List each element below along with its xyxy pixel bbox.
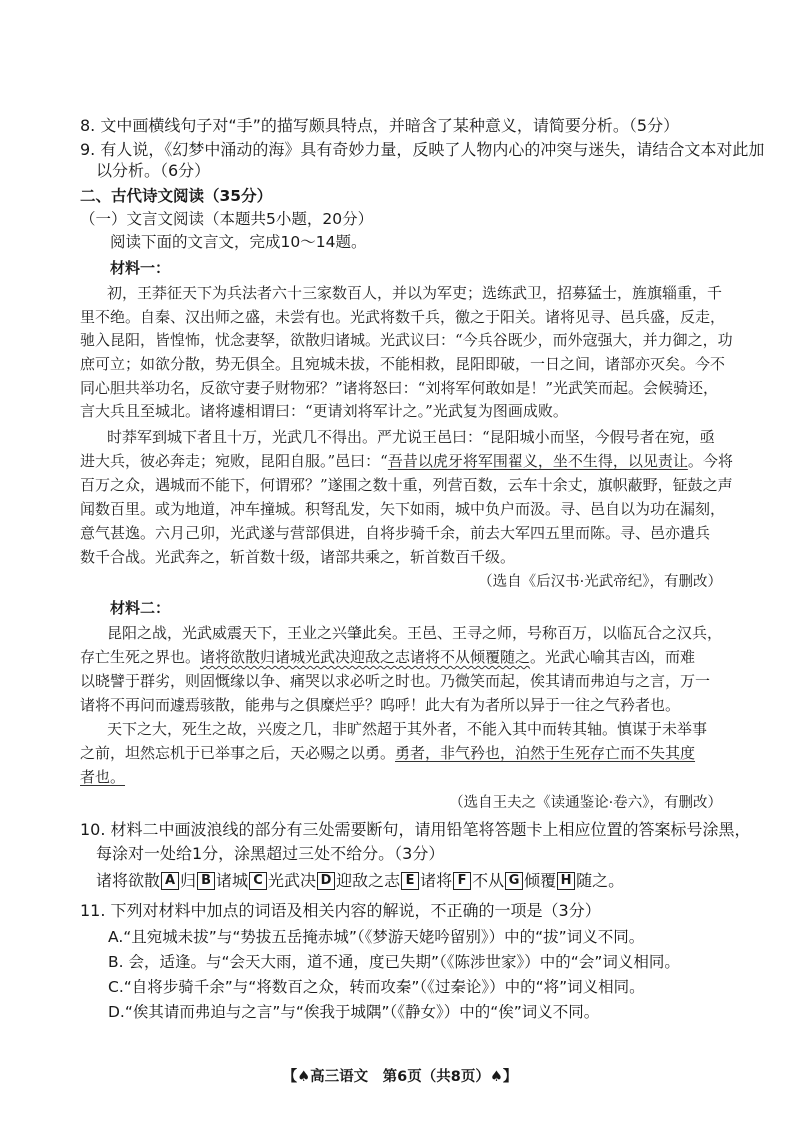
question-11: 11. 下列对材料中加点的词语及相关内容的解说，不正确的一项是（3分）: [80, 901, 601, 920]
text-segment: 不从: [472, 871, 505, 890]
section-heading: 二、古代诗文阅读（35分）: [80, 187, 273, 205]
material-1-text-line: 庶可立；如欲分散，势无俱全。且宛城未拔，不能相救，昆阳即破，一日之间，诸部亦灭矣。今不: [80, 355, 726, 373]
page-footer: 【♠高三语文 第6页（共8页）♠】: [282, 1069, 518, 1085]
text-segment: 。今将: [687, 452, 733, 470]
reading-instruction: 阅读下面的文言文，完成10～14题。: [110, 233, 367, 251]
material-1-text-line: 意气甚逸。六月己卯，光武遂与营部俱进，自将步骑千余，前去大军四五里而陈。寻、邑亦遣兵: [80, 524, 711, 542]
material-1-text-line: 里不绝。自秦、汉出师之盛，未尝有也。光武将数千兵，徼之于阳关。诸将见寻、邑兵盛，反走，: [80, 308, 726, 326]
option-b: B. 会，适逢。与“会天大雨，道不通，度已失期”（《陈涉世家》）中的“会”词义相同。: [108, 953, 680, 971]
answer-box-g[interactable]: G: [505, 872, 523, 890]
answer-box-c[interactable]: C: [249, 872, 267, 890]
material-1-text-line: 闻数百里。或为地道，冲车撞城。积弩乱发，矢下如雨，城中负户而汲。寻、邑自以为功在漏刻，: [80, 500, 726, 518]
text-segment: 诸城: [216, 871, 249, 890]
wavy-underlined-passage: 诸将欲散归诸城光武决迎敌之志诸将不从倾覆随之: [200, 648, 531, 666]
text-segment: 。光武心喻其吉凶，而难: [530, 648, 696, 666]
underlined-sentence: 勇者，非气矜也，泊然于生死存亡而不失其度: [395, 744, 696, 762]
material-2-text-line: 诸将不再问而遽焉骇散，能弗与之俱糜烂乎？呜呼！此大有为者所以异于一往之气矜者也。: [80, 696, 681, 714]
option-a: A.“且宛城未拔”与“势拔五岳掩赤城”（《梦游天姥吟留别》）中的“拔”词义不同。: [108, 928, 645, 946]
source-citation-1: （选自《后汉书·光武帝纪》，有删改）: [478, 574, 722, 590]
material-1-text-line: 同心胆共举功名，反欲守妻子财物邪？”诸将怒曰：“刘将军何敢如是！”光武笑而起。会候骑还，: [80, 379, 719, 397]
text-segment: 进大兵，彼必奔走；宛败，昆阳自服。”邑曰：“: [80, 452, 388, 470]
text-segment: 倾覆: [524, 871, 557, 890]
option-c: C.“自将步骑千余”与“将数百之众，转而攻秦”（《过秦论》）中的“将”词义相同。: [108, 978, 645, 996]
question-8: 8. 文中画横线句子对“手”的描写颇具特点，并暗含了某种意义，请简要分析。（5分）: [80, 116, 680, 135]
text-segment: 存亡生死之界也。: [80, 648, 201, 666]
answer-box-e[interactable]: E: [401, 872, 419, 890]
material-2-text-line: 以晓譬于群劣，则固慨缘以争、痛哭以求必听之时也。乃微笑而起，俟其请而弗迫与之言，万一: [80, 672, 711, 690]
answer-box-h[interactable]: H: [557, 872, 575, 890]
text-segment: 光武决: [268, 871, 317, 890]
question-9-line1: 9. 有人说，《幻梦中涌动的海》具有奇妙力量，反映了人物内心的冲突与迷失，请结合文本对此加: [80, 140, 765, 159]
answer-box-b[interactable]: B: [197, 872, 215, 890]
underlined-sentence: 者也。: [80, 768, 126, 786]
material-1-text-line: 百万之众，遇城而不能下，何谓邪？”遂围之数十重，列营百数，云车十余丈，旗帜蔽野，钲鼓之声: [80, 476, 733, 494]
question-9-line2: 以分析。（6分）: [96, 161, 211, 180]
text-segment: 诸将欲散: [96, 871, 161, 890]
material-1-text-line: 言大兵且至城北。诸将遽相谓曰：“更请刘将军计之。”光武复为图画成败。: [80, 402, 568, 420]
answer-box-f[interactable]: F: [453, 872, 471, 890]
subsection-heading: （一）文言文阅读（本题共5小题，20分）: [80, 210, 374, 228]
answer-box-d[interactable]: D: [317, 872, 335, 890]
material-2-text-line: [80, 746, 695, 761]
underlined-sentence: 吾昔以虎牙将军围翟义，坐不生得，以见责让: [387, 452, 688, 470]
question-10-line2: 每涂对一处给1分，涂黑超过三处不给分。（3分）: [96, 844, 445, 863]
material-2-text-line: [80, 650, 695, 665]
option-d: D.“俟其请而弗迫与之言”与“俟我于城隅”（《静女》）中的“俟”词义不同。: [108, 1003, 600, 1021]
material-1-text-line: 数千合战。光武奔之，斩首数十级，诸部共乘之，斩首数百千级。: [80, 548, 516, 566]
text-segment: 归: [180, 871, 197, 890]
material-1-text-line: [80, 454, 733, 469]
punctuation-option-row: [96, 872, 624, 890]
material-2-text-line: 昆阳之战，光武威震天下，王业之兴肇此矣。王邑、王寻之师，号称百万，以临瓦合之汉兵，: [107, 624, 723, 642]
text-segment: 诸将: [420, 871, 453, 890]
material-2-title: 材料二：: [110, 599, 171, 617]
text-segment: 随之。: [576, 871, 625, 890]
material-1-text-line: 驰入昆阳，皆惶怖，忧念妻孥，欲散归诸城。光武议曰：“今兵谷既少，而外寇强大，并力御之，功: [80, 331, 733, 349]
answer-box-a[interactable]: A: [161, 872, 179, 890]
material-2-text-line: 天下之大，死生之故，兴废之几，非旷然超于其外者，不能入其中而转其轴。慎谋于未举事: [107, 720, 708, 738]
material-2-text-line: [80, 770, 125, 785]
material-1-title: 材料一：: [110, 259, 171, 277]
source-citation-2: （选自王夫之《读通鉴论·卷六》，有删改）: [449, 795, 722, 811]
material-1-text-line: 时莽军到城下者且十万，光武几不得出。严尤说王邑曰：“昆阳城小而坚，今假号者在宛，亟: [107, 428, 715, 446]
text-segment: 之前，坦然忘机于已举事之后，天必赐之以勇。: [80, 744, 396, 762]
text-segment: 迎敌之志: [336, 871, 401, 890]
material-1-text-line: 初，王莽征天下为兵法者六十三家数百人，并以为军吏；选练武卫，招募猛士，旌旗辎重，千: [107, 284, 723, 302]
question-10-line1: 10. 材料二中画波浪线的部分有三处需要断句，请用铅笔将答题卡上相应位置的答案标号涂黑，: [80, 820, 751, 839]
